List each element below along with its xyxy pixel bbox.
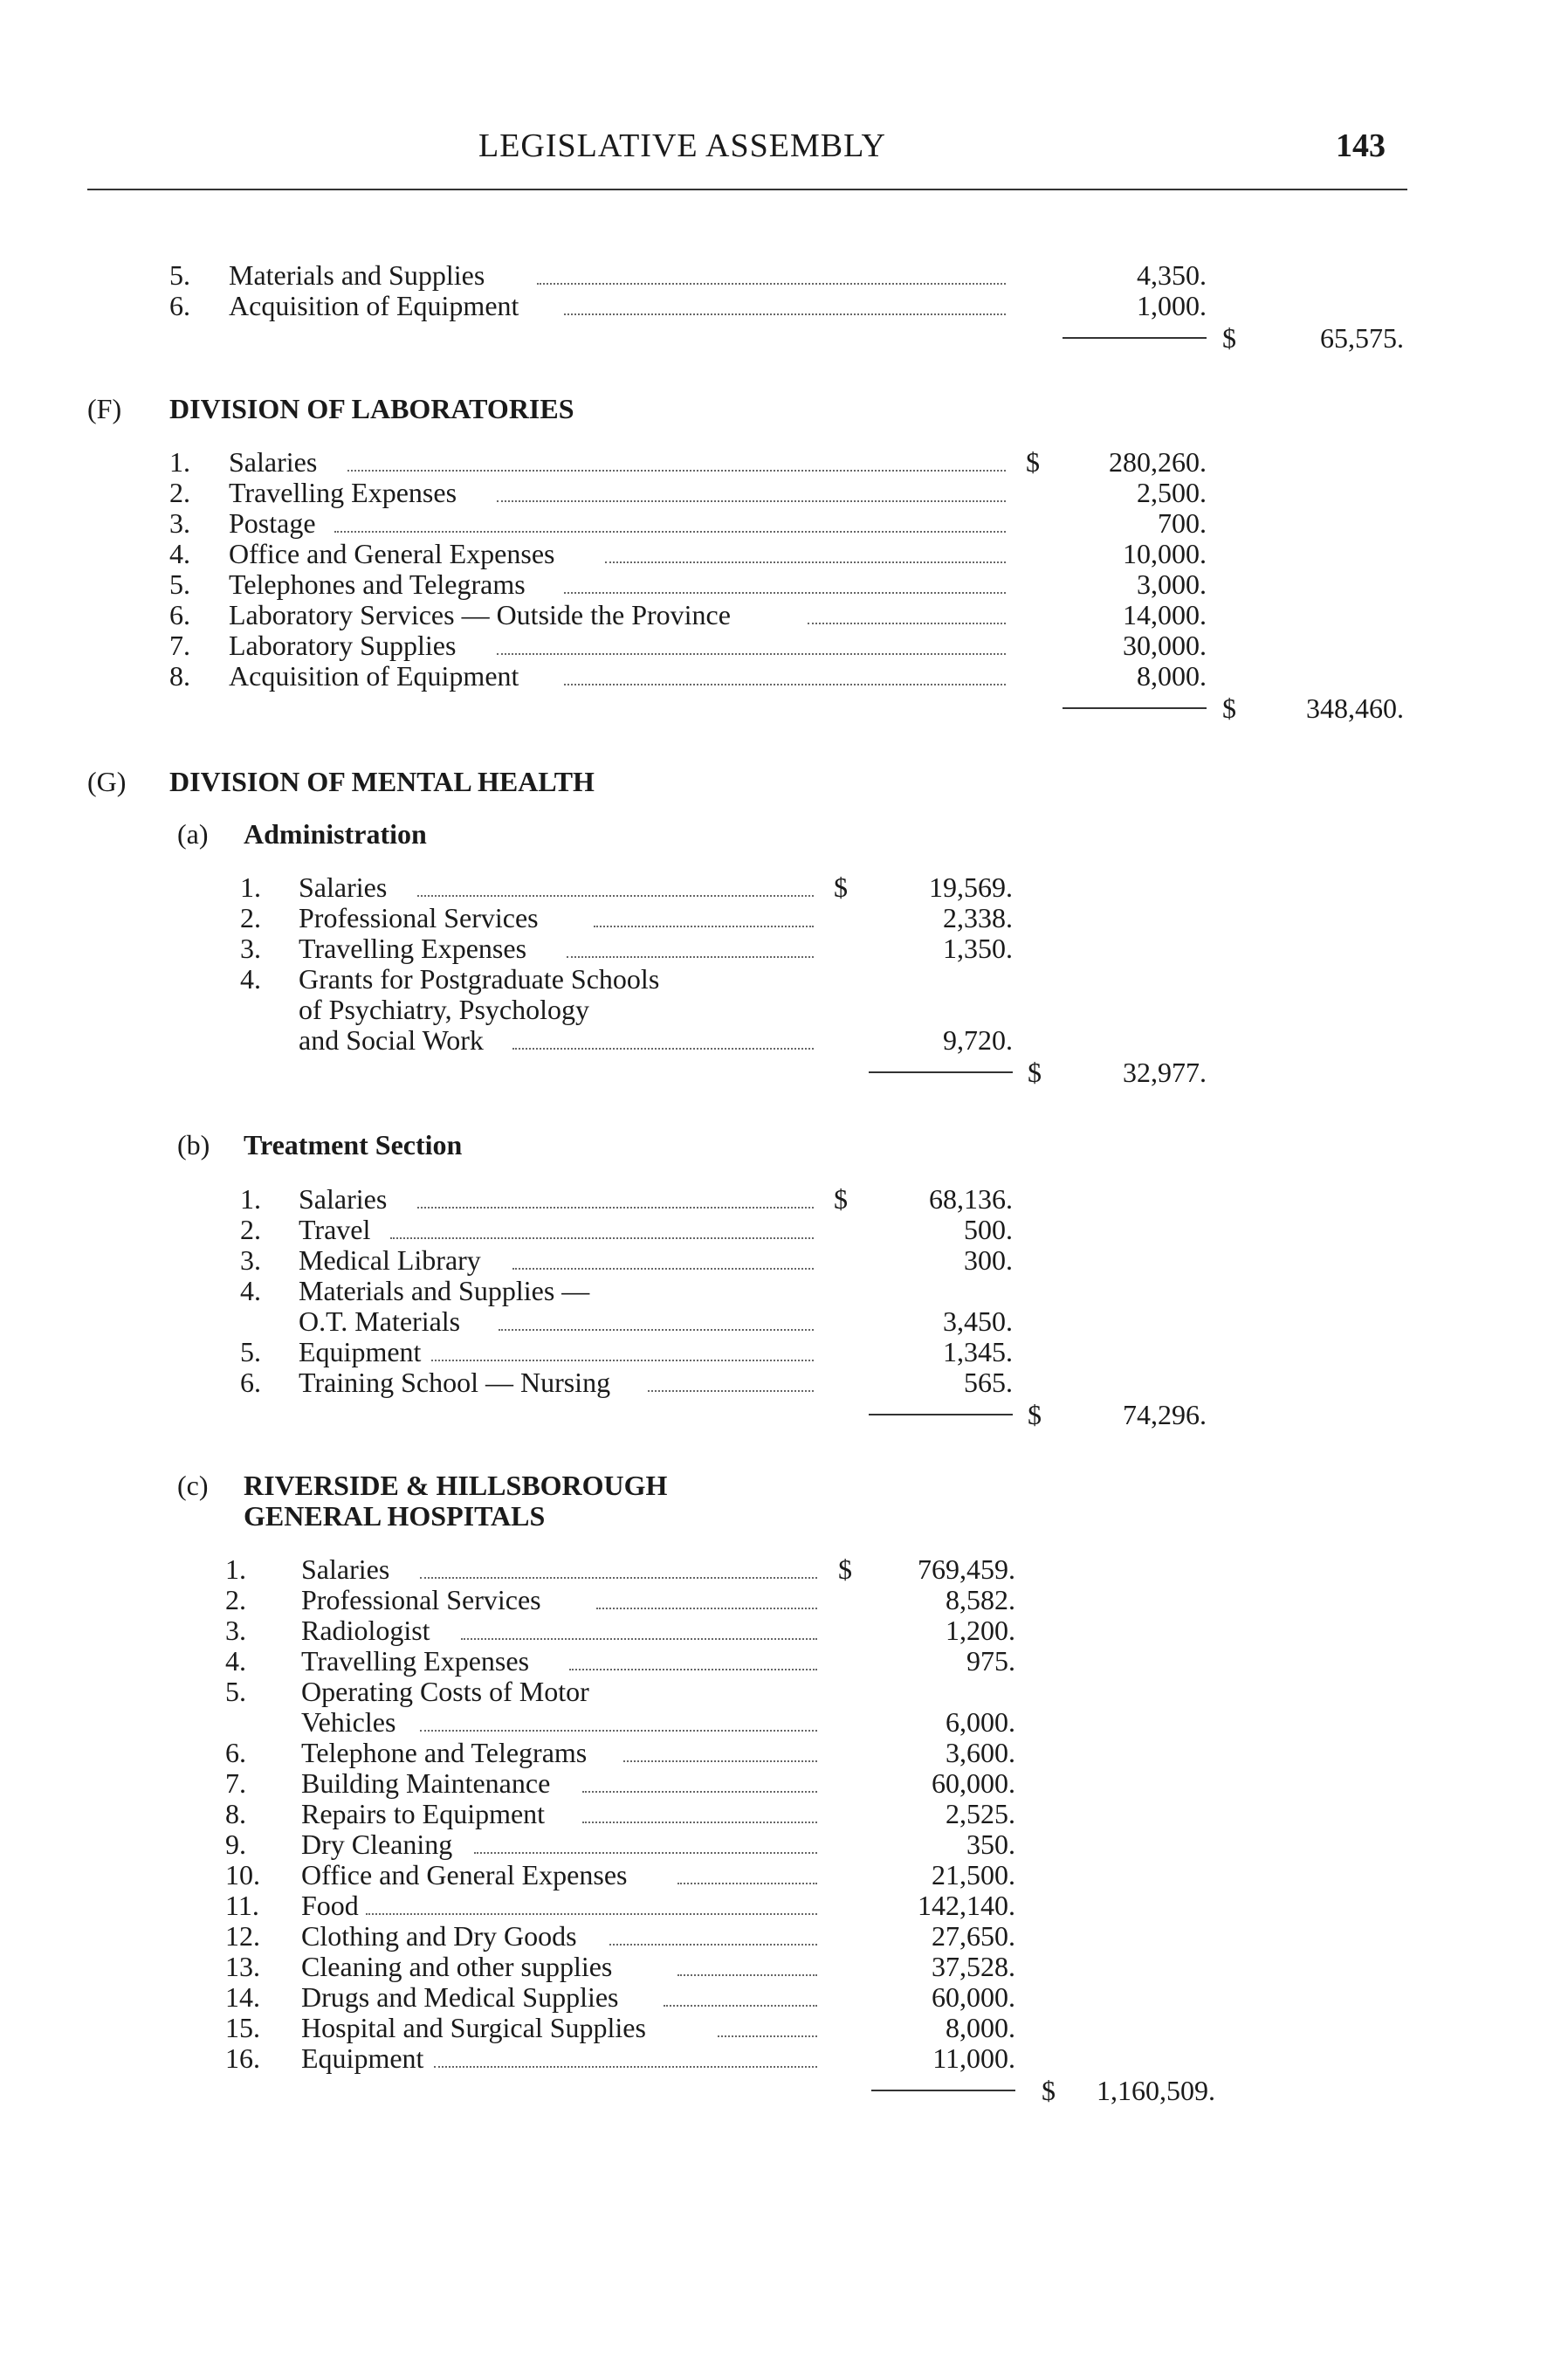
section-letter: (F) — [87, 393, 122, 424]
item-amount: 1,000. — [1137, 290, 1207, 321]
section-total: 348,460. — [1306, 692, 1404, 724]
item-label: Equipment — [301, 2042, 424, 2074]
item-number: 2. — [169, 477, 190, 508]
subsection-heading: Treatment Section — [244, 1129, 463, 1160]
item-number: 6. — [169, 290, 190, 321]
item-label: Cleaning and other supplies — [301, 1951, 613, 1982]
item-amount: 3,000. — [1137, 568, 1207, 600]
item-number: 6. — [240, 1367, 261, 1398]
section-heading: DIVISION OF MENTAL HEALTH — [169, 766, 595, 797]
item-label: Medical Library — [299, 1244, 481, 1276]
item-number: 6. — [225, 1737, 246, 1768]
leader-dots — [808, 623, 1006, 624]
item-amount: 565. — [964, 1367, 1013, 1398]
item-label: Salaries — [299, 871, 388, 903]
section-total: 74,296. — [1123, 1399, 1207, 1430]
header-rule — [87, 189, 1407, 190]
item-number: 1. — [240, 871, 261, 903]
item-number: 10. — [225, 1859, 260, 1890]
item-amount: 8,000. — [946, 2012, 1015, 2043]
item-number: 1. — [169, 446, 190, 478]
leader-dots — [623, 1760, 818, 1762]
currency-sign: $ — [838, 1553, 852, 1585]
leader-dots — [497, 653, 1007, 655]
item-amount: 1,350. — [943, 933, 1013, 964]
leader-dots — [431, 1360, 815, 1361]
total-currency: $ — [1028, 1399, 1042, 1430]
item-amount: 30,000. — [1123, 630, 1207, 661]
item-amount: 27,650. — [932, 1920, 1015, 1952]
subsection-letter: (b) — [177, 1129, 210, 1160]
leader-dots — [461, 1638, 818, 1640]
item-label: Travel — [299, 1214, 371, 1245]
subsection-heading: Administration — [244, 818, 427, 850]
item-amount: 500. — [964, 1214, 1013, 1245]
item-amount: 19,569. — [929, 871, 1013, 903]
leader-dots — [420, 1730, 817, 1732]
item-label: Equipment — [299, 1336, 422, 1367]
currency-sign: $ — [834, 1183, 848, 1215]
leader-dots — [366, 1913, 817, 1915]
item-label: Training School — Nursing — [299, 1367, 611, 1398]
item-amount: 700. — [1158, 507, 1207, 539]
item-number: 9. — [225, 1828, 246, 1860]
total-currency: $ — [1222, 692, 1236, 724]
item-number: 4. — [240, 1275, 261, 1306]
item-label: Radiologist — [301, 1615, 430, 1646]
item-amount: 300. — [964, 1244, 1013, 1276]
leader-dots — [420, 1577, 817, 1579]
item-label-line: Materials and Supplies — — [299, 1275, 590, 1306]
leader-dots — [390, 1237, 814, 1239]
item-label: Salaries — [229, 446, 318, 478]
item-label-line: O.T. Materials — [299, 1305, 461, 1337]
leader-dots — [569, 1669, 818, 1670]
item-amount: 2,525. — [946, 1798, 1015, 1829]
item-amount: 2,338. — [943, 902, 1013, 933]
item-number: 11. — [225, 1890, 259, 1921]
section-letter: (G) — [87, 766, 127, 797]
item-number: 15. — [225, 2012, 260, 2043]
leader-dots — [596, 1608, 818, 1609]
item-label: Travelling Expenses — [229, 477, 457, 508]
leader-dots — [474, 1852, 817, 1854]
item-label-line: Grants for Postgraduate Schools — [299, 963, 660, 995]
item-amount: 3,450. — [943, 1305, 1013, 1337]
item-number: 2. — [225, 1584, 246, 1615]
leader-dots — [417, 895, 814, 897]
item-label: Professional Services — [301, 1584, 541, 1615]
item-number: 2. — [240, 902, 261, 933]
item-label: Food — [301, 1890, 359, 1921]
page-number: 143 — [1336, 127, 1386, 164]
leader-dots — [497, 500, 1007, 502]
item-number: 8. — [169, 660, 190, 692]
item-amount: 2,500. — [1137, 477, 1207, 508]
item-label: Laboratory Supplies — [229, 630, 457, 661]
item-number: 3. — [225, 1615, 246, 1646]
leader-dots — [605, 561, 1007, 563]
item-label: Salaries — [299, 1183, 388, 1215]
leader-dots — [582, 1822, 817, 1823]
item-label-line: of Psychiatry, Psychology — [299, 994, 590, 1025]
total-currency: $ — [1028, 1057, 1042, 1088]
item-label-line: and Social Work — [299, 1024, 484, 1056]
item-label-line: Vehicles — [301, 1706, 396, 1738]
item-label: Dry Cleaning — [301, 1828, 453, 1860]
item-amount: 60,000. — [932, 1767, 1015, 1799]
item-number: 5. — [225, 1676, 246, 1707]
leader-dots — [664, 2005, 817, 2007]
leader-dots — [334, 531, 1007, 533]
section-heading: DIVISION OF LABORATORIES — [169, 393, 574, 424]
item-label: Professional Services — [299, 902, 539, 933]
subsection-letter: (a) — [177, 818, 209, 850]
item-amount: 3,600. — [946, 1737, 1015, 1768]
item-label: Travelling Expenses — [299, 933, 527, 964]
item-number: 4. — [240, 963, 261, 995]
leader-dots — [434, 2066, 818, 2068]
item-number: 13. — [225, 1951, 260, 1982]
item-amount: 350. — [966, 1828, 1015, 1860]
item-number: 2. — [240, 1214, 261, 1245]
item-label: Postage — [229, 507, 316, 539]
item-label: Repairs to Equipment — [301, 1798, 546, 1829]
item-number: 7. — [225, 1767, 246, 1799]
item-number: 4. — [225, 1645, 246, 1677]
total-currency: $ — [1042, 2075, 1056, 2106]
item-label: Office and General Expenses — [229, 538, 555, 569]
leader-dots — [567, 956, 815, 958]
leader-dots — [718, 2035, 817, 2037]
item-label: Hospital and Surgical Supplies — [301, 2012, 646, 2043]
leader-dots — [648, 1390, 815, 1392]
item-number: 5. — [240, 1336, 261, 1367]
item-number: 6. — [169, 599, 190, 630]
section-total: 32,977. — [1123, 1057, 1207, 1088]
item-label: Building Maintenance — [301, 1767, 551, 1799]
item-label: Travelling Expenses — [301, 1645, 530, 1677]
item-label: Telephone and Telegrams — [301, 1737, 588, 1768]
item-number: 5. — [169, 568, 190, 600]
item-amount: 60,000. — [932, 1981, 1015, 2013]
currency-sign: $ — [1026, 446, 1040, 478]
item-label: Materials and Supplies — [229, 259, 485, 291]
item-amount: 14,000. — [1123, 599, 1207, 630]
item-number: 3. — [240, 933, 261, 964]
leader-dots — [347, 470, 1006, 472]
leader-dots — [564, 592, 1006, 594]
leader-dots — [677, 1974, 818, 1976]
subsection-heading-line: GENERAL HOSPITALS — [244, 1500, 546, 1532]
item-label: Office and General Expenses — [301, 1859, 628, 1890]
item-label: Drugs and Medical Supplies — [301, 1981, 619, 2013]
item-label: Acquisition of Equipment — [229, 660, 519, 692]
item-amount: 769,459. — [918, 1553, 1015, 1585]
item-number: 8. — [225, 1798, 246, 1829]
leader-dots — [512, 1268, 815, 1270]
item-amount: 10,000. — [1123, 538, 1207, 569]
item-amount: 280,260. — [1109, 446, 1207, 478]
leader-dots — [594, 926, 815, 927]
leader-dots — [417, 1207, 814, 1209]
leader-dots — [564, 684, 1006, 685]
item-amount: 68,136. — [929, 1183, 1013, 1215]
item-label: Acquisition of Equipment — [229, 290, 519, 321]
item-amount: 1,200. — [946, 1615, 1015, 1646]
leader-dots — [677, 1883, 818, 1884]
item-number: 14. — [225, 1981, 260, 2013]
leader-dots — [582, 1791, 817, 1793]
item-number: 16. — [225, 2042, 260, 2074]
item-label: Telephones and Telegrams — [229, 568, 526, 600]
item-amount: 21,500. — [932, 1859, 1015, 1890]
item-label-line: Operating Costs of Motor — [301, 1676, 589, 1707]
currency-sign: $ — [834, 871, 848, 903]
subtotal-rule — [871, 2090, 1015, 2091]
section-total: 1,160,509. — [1097, 2075, 1215, 2106]
subsection-letter: (c) — [177, 1470, 209, 1501]
section-total: 65,575. — [1320, 322, 1404, 354]
item-amount: 37,528. — [932, 1951, 1015, 1982]
item-amount: 11,000. — [932, 2042, 1015, 2074]
item-amount: 142,140. — [918, 1890, 1015, 1921]
item-amount: 8,000. — [1137, 660, 1207, 692]
leader-dots — [512, 1048, 815, 1050]
leader-dots — [537, 283, 1006, 285]
leader-dots — [499, 1329, 814, 1331]
item-number: 4. — [169, 538, 190, 569]
item-number: 3. — [240, 1244, 261, 1276]
leader-dots — [564, 313, 1006, 315]
item-amount: 4,350. — [1137, 259, 1207, 291]
item-label: Laboratory Services — Outside the Province — [229, 599, 731, 630]
item-label: Clothing and Dry Goods — [301, 1920, 577, 1952]
item-amount: 8,582. — [946, 1584, 1015, 1615]
item-label: Salaries — [301, 1553, 390, 1585]
leader-dots — [609, 1944, 817, 1946]
item-number: 7. — [169, 630, 190, 661]
item-amount: 975. — [966, 1645, 1015, 1677]
page-title: LEGISLATIVE ASSEMBLY — [478, 127, 886, 164]
item-amount: 1,345. — [943, 1336, 1013, 1367]
item-number: 5. — [169, 259, 190, 291]
item-number: 3. — [169, 507, 190, 539]
total-currency: $ — [1222, 322, 1236, 354]
subsection-heading-line: RIVERSIDE & HILLSBOROUGH — [244, 1470, 668, 1501]
item-amount: 9,720. — [943, 1024, 1013, 1056]
item-number: 1. — [240, 1183, 261, 1215]
item-number: 1. — [225, 1553, 246, 1585]
item-number: 12. — [225, 1920, 260, 1952]
item-amount: 6,000. — [946, 1706, 1015, 1738]
